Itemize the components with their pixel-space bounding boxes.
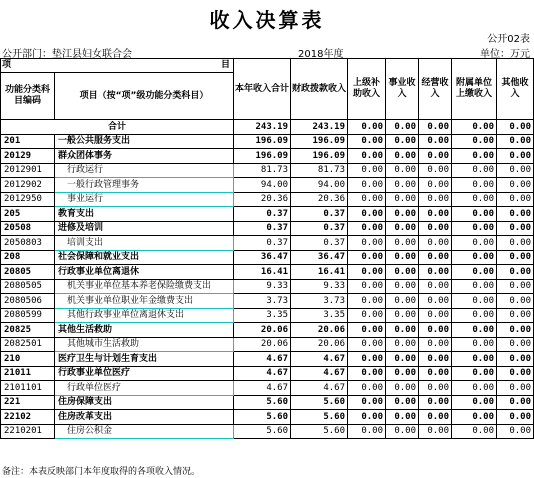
row-operating-value: 0.00 (419, 265, 452, 280)
row-fiscal-value: 9.33 (291, 279, 348, 294)
row-other-value: 0.00 (497, 323, 534, 338)
row-superior-value: 0.00 (348, 337, 386, 352)
row-name: 进修及培训 (55, 221, 234, 236)
table-row (1, 337, 534, 352)
row-other-value: 0.00 (497, 265, 534, 280)
header-code: 功能分类科目编码 (1, 73, 55, 120)
row-affiliated-value: 0.00 (452, 178, 497, 193)
row-business-value: 0.00 (386, 192, 419, 207)
table-header (1, 59, 534, 120)
row-code: 210 (1, 352, 55, 367)
report-year: 2018年度 (298, 49, 344, 60)
income-table (0, 58, 534, 439)
footnote: 备注：本表反映部门本年度取得的各项收入情况。 (2, 467, 201, 477)
row-superior-value: 0.00 (348, 395, 386, 410)
table-row (1, 178, 534, 193)
row-superior-value: 0.00 (348, 352, 386, 367)
row-business-value: 0.00 (386, 337, 419, 352)
row-code: 2101101 (1, 381, 55, 396)
row-operating-value: 0.00 (419, 149, 452, 164)
row-operating-value: 0.00 (419, 308, 452, 323)
row-operating-value: 0.00 (419, 323, 452, 338)
row-fiscal-value: 36.47 (291, 250, 348, 265)
table-row (1, 134, 534, 149)
row-affiliated-value: 0.00 (452, 236, 497, 251)
row-business-value: 0.00 (386, 149, 419, 164)
row-fiscal-value: 20.06 (291, 337, 348, 352)
row-affiliated-value: 0.00 (452, 221, 497, 236)
row-other-value: 0.00 (497, 424, 534, 439)
row-business-value: 0.00 (386, 120, 419, 135)
row-name: 机关事业单位职业年金缴费支出 (55, 294, 234, 309)
row-operating-value: 0.00 (419, 163, 452, 178)
table-row (1, 192, 534, 207)
item-header-left: 项 (2, 60, 12, 70)
header-fiscal: 财政拨款收入 (291, 59, 348, 120)
row-affiliated-value: 0.00 (452, 279, 497, 294)
row-name: 行政事业单位离退休 (55, 265, 234, 280)
row-operating-value: 0.00 (419, 279, 452, 294)
row-total-value: 243.19 (234, 120, 291, 135)
row-total-value: 20.06 (234, 323, 291, 338)
row-code: 20508 (1, 221, 55, 236)
item-header (1, 59, 234, 73)
row-name: 事业运行 (55, 192, 234, 207)
row-operating-value: 0.00 (419, 207, 452, 222)
row-total-value: 196.09 (234, 134, 291, 149)
table-row (1, 323, 534, 338)
row-other-value: 0.00 (497, 337, 534, 352)
row-operating-value: 0.00 (419, 410, 452, 425)
row-name: 教育支出 (55, 207, 234, 222)
row-affiliated-value: 0.00 (452, 120, 497, 135)
table-row (1, 265, 534, 280)
row-fiscal-value: 3.35 (291, 308, 348, 323)
row-total-value: 81.73 (234, 163, 291, 178)
table-row (1, 294, 534, 309)
row-business-value: 0.00 (386, 178, 419, 193)
row-superior-value: 0.00 (348, 424, 386, 439)
row-total-value: 4.67 (234, 366, 291, 381)
row-superior-value: 0.00 (348, 221, 386, 236)
row-code: 2012901 (1, 163, 55, 178)
row-name: 培训支出 (55, 236, 234, 251)
row-total-value: 5.60 (234, 424, 291, 439)
table-row (1, 221, 534, 236)
row-affiliated-value: 0.00 (452, 265, 497, 280)
row-affiliated-value: 0.00 (452, 149, 497, 164)
row-fiscal-value: 196.09 (291, 134, 348, 149)
row-code: 2082501 (1, 337, 55, 352)
row-other-value: 0.00 (497, 294, 534, 309)
header-operating: 经营收入 (419, 59, 452, 120)
row-business-value: 0.00 (386, 294, 419, 309)
row-total-value: 5.60 (234, 395, 291, 410)
row-operating-value: 0.00 (419, 366, 452, 381)
header-affiliated: 附属单位上缴收入 (452, 59, 497, 120)
row-name: 医疗卫生与计划生育支出 (55, 352, 234, 367)
row-affiliated-value: 0.00 (452, 294, 497, 309)
row-fiscal-value: 4.67 (291, 352, 348, 367)
row-superior-value: 0.00 (348, 192, 386, 207)
table-row (1, 381, 534, 396)
row-total-value: 196.09 (234, 149, 291, 164)
row-superior-value: 0.00 (348, 323, 386, 338)
table-row (1, 424, 534, 439)
row-code: 2050803 (1, 236, 55, 251)
row-code: 2210201 (1, 424, 55, 439)
row-code: 221 (1, 395, 55, 410)
row-affiliated-value: 0.00 (452, 250, 497, 265)
row-affiliated-value: 0.00 (452, 410, 497, 425)
row-affiliated-value: 0.00 (452, 424, 497, 439)
row-code: 2080506 (1, 294, 55, 309)
row-business-value: 0.00 (386, 381, 419, 396)
row-name: 住房保障支出 (55, 395, 234, 410)
row-code: 2012950 (1, 192, 55, 207)
row-affiliated-value: 0.00 (452, 207, 497, 222)
row-other-value: 0.00 (497, 120, 534, 135)
row-fiscal-value: 0.37 (291, 221, 348, 236)
row-business-value: 0.00 (386, 134, 419, 149)
row-operating-value: 0.00 (419, 236, 452, 251)
row-name: 机关事业单位基本养老保险缴费支出 (55, 279, 234, 294)
row-business-value: 0.00 (386, 410, 419, 425)
row-affiliated-value: 0.00 (452, 308, 497, 323)
row-other-value: 0.00 (497, 163, 534, 178)
row-code: 22102 (1, 410, 55, 425)
row-superior-value: 0.00 (348, 120, 386, 135)
row-name: 住房公积金 (55, 424, 234, 439)
row-other-value: 0.00 (497, 178, 534, 193)
row-business-value: 0.00 (386, 221, 419, 236)
row-name: 其他城市生活救助 (55, 337, 234, 352)
table-row (1, 352, 534, 367)
row-business-value: 0.00 (386, 250, 419, 265)
unit-label: 单位：万元 (480, 49, 530, 60)
row-business-value: 0.00 (386, 308, 419, 323)
row-other-value: 0.00 (497, 207, 534, 222)
header-business: 事业收入 (386, 59, 419, 120)
department-label: 公开部门：垫江县妇女联合会 (2, 49, 132, 60)
table-row (1, 250, 534, 265)
row-other-value: 0.00 (497, 395, 534, 410)
row-business-value: 0.00 (386, 279, 419, 294)
row-other-value: 0.00 (497, 192, 534, 207)
row-business-value: 0.00 (386, 352, 419, 367)
row-affiliated-value: 0.00 (452, 352, 497, 367)
row-operating-value: 0.00 (419, 221, 452, 236)
table-body (1, 120, 534, 439)
row-affiliated-value: 0.00 (452, 366, 497, 381)
row-total-value: 3.35 (234, 308, 291, 323)
row-business-value: 0.00 (386, 163, 419, 178)
row-name: 群众团体事务 (55, 149, 234, 164)
row-business-value: 0.00 (386, 424, 419, 439)
row-operating-value: 0.00 (419, 395, 452, 410)
row-affiliated-value: 0.00 (452, 381, 497, 396)
row-fiscal-value: 243.19 (291, 120, 348, 135)
row-fiscal-value: 5.60 (291, 424, 348, 439)
row-total-value: 4.67 (234, 352, 291, 367)
row-affiliated-value: 0.00 (452, 134, 497, 149)
row-operating-value: 0.00 (419, 120, 452, 135)
row-other-value: 0.00 (497, 236, 534, 251)
row-business-value: 0.00 (386, 207, 419, 222)
row-total-value: 36.47 (234, 250, 291, 265)
row-operating-value: 0.00 (419, 250, 452, 265)
row-fiscal-value: 4.67 (291, 381, 348, 396)
row-business-value: 0.00 (386, 236, 419, 251)
row-business-value: 0.00 (386, 395, 419, 410)
table-row (1, 163, 534, 178)
table-row (1, 149, 534, 164)
row-other-value: 0.00 (497, 366, 534, 381)
header-total: 本年收入合计 (234, 59, 291, 120)
row-total-value: 0.37 (234, 221, 291, 236)
header-other: 其他收入 (497, 59, 534, 120)
row-code: 205 (1, 207, 55, 222)
row-code: 21011 (1, 366, 55, 381)
row-operating-value: 0.00 (419, 294, 452, 309)
row-superior-value: 0.00 (348, 308, 386, 323)
row-name: 行政单位医疗 (55, 381, 234, 396)
row-superior-value: 0.00 (348, 134, 386, 149)
row-business-value: 0.00 (386, 366, 419, 381)
row-superior-value: 0.00 (348, 366, 386, 381)
row-code: 2080505 (1, 279, 55, 294)
row-name: 一般公共服务支出 (55, 134, 234, 149)
row-operating-value: 0.00 (419, 178, 452, 193)
row-fiscal-value: 5.60 (291, 395, 348, 410)
table-row (1, 236, 534, 251)
row-name: 一般行政管理事务 (55, 178, 234, 193)
row-name: 合计 (1, 120, 234, 135)
table-row (1, 279, 534, 294)
row-code: 201 (1, 134, 55, 149)
row-business-value: 0.00 (386, 323, 419, 338)
header-superior: 上级补助收入 (348, 59, 386, 120)
header-name: 项目（按“项”级功能分类科目） (55, 73, 234, 120)
row-fiscal-value: 196.09 (291, 149, 348, 164)
table-row (1, 308, 534, 323)
row-name: 行政运行 (55, 163, 234, 178)
row-fiscal-value: 94.00 (291, 178, 348, 193)
table-row (1, 207, 534, 222)
row-total-value: 3.73 (234, 294, 291, 309)
row-operating-value: 0.00 (419, 337, 452, 352)
row-fiscal-value: 81.73 (291, 163, 348, 178)
row-fiscal-value: 3.73 (291, 294, 348, 309)
row-affiliated-value: 0.00 (452, 395, 497, 410)
row-total-value: 16.41 (234, 265, 291, 280)
row-fiscal-value: 0.37 (291, 236, 348, 251)
row-fiscal-value: 16.41 (291, 265, 348, 280)
row-superior-value: 0.00 (348, 279, 386, 294)
row-total-value: 0.37 (234, 236, 291, 251)
row-total-value: 0.37 (234, 207, 291, 222)
row-fiscal-value: 4.67 (291, 366, 348, 381)
row-other-value: 0.00 (497, 134, 534, 149)
row-total-value: 4.67 (234, 381, 291, 396)
row-total-value: 9.33 (234, 279, 291, 294)
row-affiliated-value: 0.00 (452, 192, 497, 207)
table-row (1, 395, 534, 410)
row-other-value: 0.00 (497, 410, 534, 425)
row-operating-value: 0.00 (419, 352, 452, 367)
row-operating-value: 0.00 (419, 134, 452, 149)
row-name: 社会保障和就业支出 (55, 250, 234, 265)
row-fiscal-value: 20.36 (291, 192, 348, 207)
row-other-value: 0.00 (497, 381, 534, 396)
row-other-value: 0.00 (497, 149, 534, 164)
row-superior-value: 0.00 (348, 265, 386, 280)
row-superior-value: 0.00 (348, 381, 386, 396)
row-affiliated-value: 0.00 (452, 163, 497, 178)
row-fiscal-value: 20.06 (291, 323, 348, 338)
row-superior-value: 0.00 (348, 149, 386, 164)
row-name: 其他生活救助 (55, 323, 234, 338)
row-total-value: 20.36 (234, 192, 291, 207)
report-title: 收入决算表 (209, 8, 325, 32)
row-superior-value: 0.00 (348, 207, 386, 222)
row-name: 住房改革支出 (55, 410, 234, 425)
row-superior-value: 0.00 (348, 294, 386, 309)
row-other-value: 0.00 (497, 221, 534, 236)
row-name: 行政事业单位医疗 (55, 366, 234, 381)
row-superior-value: 0.00 (348, 178, 386, 193)
row-other-value: 0.00 (497, 279, 534, 294)
row-other-value: 0.00 (497, 352, 534, 367)
row-code: 20129 (1, 149, 55, 164)
row-code: 2012902 (1, 178, 55, 193)
row-fiscal-value: 0.37 (291, 207, 348, 222)
row-code: 208 (1, 250, 55, 265)
row-name: 其他行政事业单位离退休支出 (55, 308, 234, 323)
row-other-value: 0.00 (497, 250, 534, 265)
row-business-value: 0.00 (386, 265, 419, 280)
row-code: 20825 (1, 323, 55, 338)
row-affiliated-value: 0.00 (452, 337, 497, 352)
table-row (1, 120, 534, 135)
row-operating-value: 0.00 (419, 192, 452, 207)
item-header-right: 目 (221, 60, 231, 70)
row-affiliated-value: 0.00 (452, 323, 497, 338)
form-number: 公开02表 (487, 34, 530, 45)
row-superior-value: 0.00 (348, 250, 386, 265)
row-operating-value: 0.00 (419, 424, 452, 439)
row-superior-value: 0.00 (348, 236, 386, 251)
row-fiscal-value: 5.60 (291, 410, 348, 425)
row-superior-value: 0.00 (348, 410, 386, 425)
row-superior-value: 0.00 (348, 163, 386, 178)
row-code: 20805 (1, 265, 55, 280)
row-other-value: 0.00 (497, 308, 534, 323)
row-total-value: 94.00 (234, 178, 291, 193)
table-row (1, 410, 534, 425)
row-operating-value: 0.00 (419, 381, 452, 396)
row-total-value: 20.06 (234, 337, 291, 352)
row-total-value: 5.60 (234, 410, 291, 425)
table-row (1, 366, 534, 381)
row-code: 2080599 (1, 308, 55, 323)
